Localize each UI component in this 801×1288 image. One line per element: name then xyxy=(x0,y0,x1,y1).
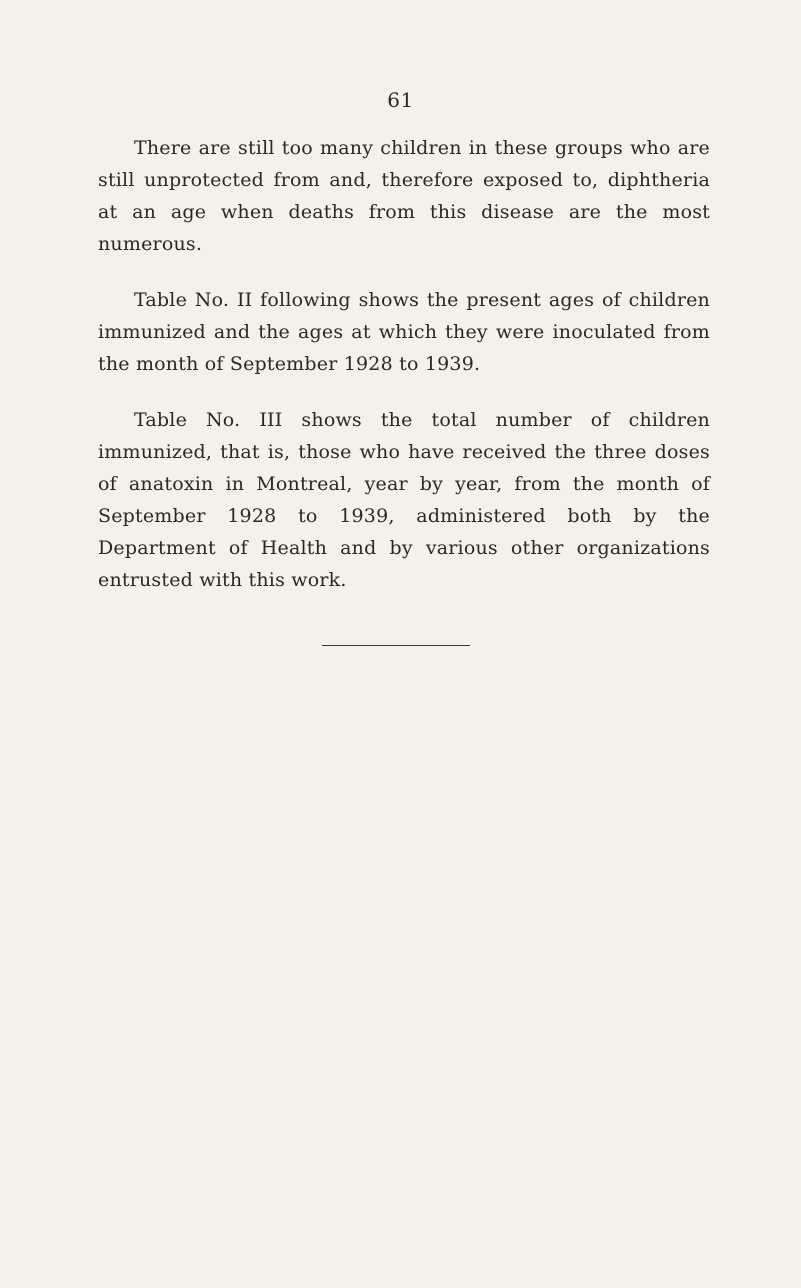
body-text xyxy=(98,132,710,620)
page-number: 61 xyxy=(387,88,414,112)
paragraph-table-iii: Table No. III shows the total number of children immunized, that is, those who have received the three doses of anatoxin in Montreal, year by year, from the month of September 1928 to 1939, administered both by the Department of Health and by various other organizations entrusted with this work. xyxy=(98,409,710,591)
paragraph-unprotected-children: There are still too many children in these groups who are still unprotected from and, therefore exposed to, diphtheria at an age when deaths from this disease are the most numerous. xyxy=(98,137,710,255)
paragraph-table-ii: Table No. II following shows the present ages of children immunized and the ages at which they were inoculated from the month of September 1928 to 1939. xyxy=(98,289,710,375)
section-divider xyxy=(322,645,470,646)
